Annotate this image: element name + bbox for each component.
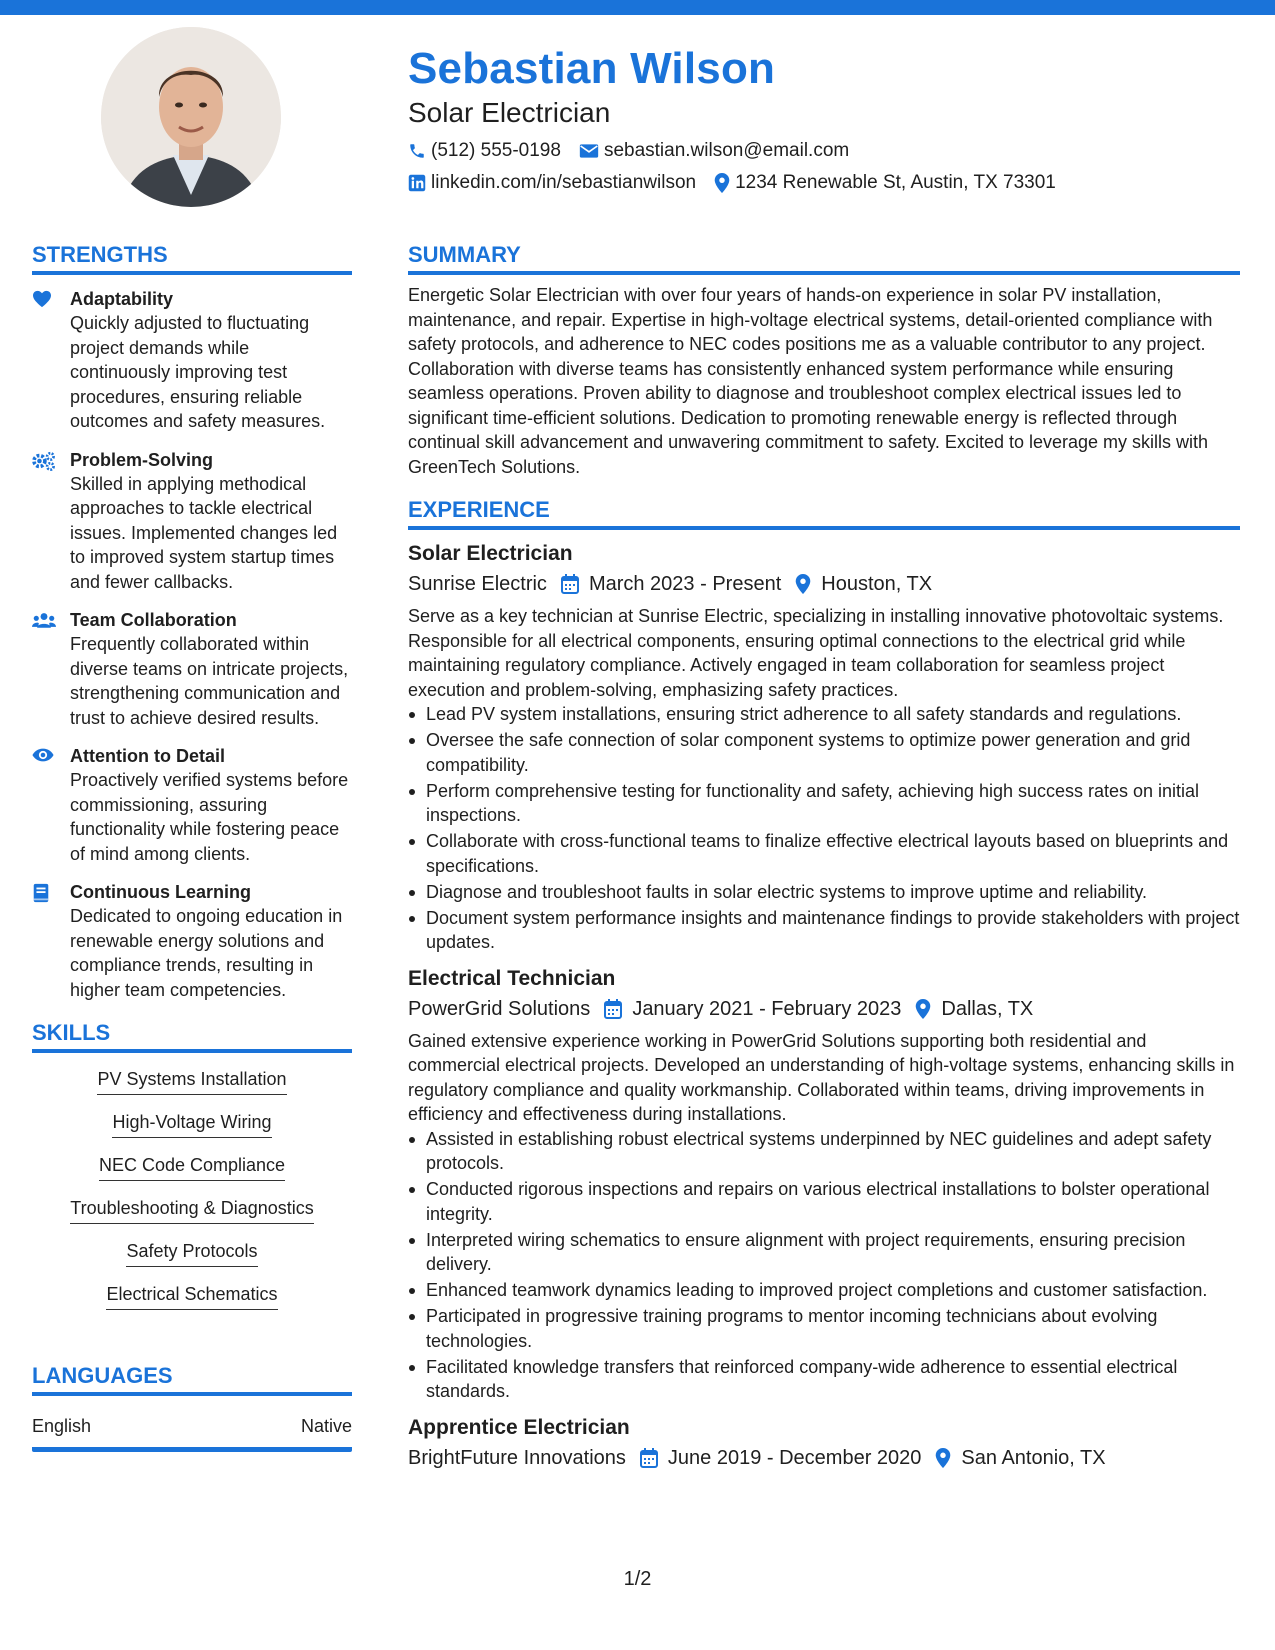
bullet-item: Participated in progressive training programs to mentor incoming technicians about evolving technologies. [408, 1304, 1240, 1353]
strength-title: Attention to Detail [70, 746, 225, 766]
profile-photo [101, 27, 281, 207]
job-location [795, 570, 932, 598]
experience-heading: EXPERIENCE [408, 495, 1240, 530]
job-entry [408, 1414, 1240, 1472]
page-number: 1/2 [623, 1568, 652, 1590]
bullet-item: Assisted in establishing robust electrical systems underpinned by NEC guidelines and adept safety protocols. [408, 1127, 1240, 1176]
contact-linkedin[interactable] [408, 170, 696, 196]
skill-item: NEC Code Compliance [99, 1153, 285, 1181]
company-text: Sunrise Electric [408, 573, 547, 595]
resume-header [408, 38, 1248, 196]
bullet-item: Oversee the safe connection of solar component systems to optimize power generation and grid compatibility. [408, 728, 1240, 777]
bullet-item: Diagnose and troubleshoot faults in solar electric systems to improve uptime and reliability. [408, 880, 1240, 905]
strength-item [32, 880, 352, 1002]
job-description: Serve as a key technician at Sunrise Electric, specializing in installing innovative photovoltaic systems. Responsible for all electrical components, ensuring optimal connections to the electrical grid while maintaining regulatory compliance. Actively engaged in team collaboration for seamless project execution and problem-solving, emphasizing safety practices. [408, 606, 1224, 700]
location-text: Houston, TX [821, 573, 933, 595]
bullet-item: Interpreted wiring schematics to ensure alignment with project requirements, ensuring precision delivery. [408, 1228, 1240, 1277]
strength-title: Adaptability [70, 289, 174, 309]
gears-icon [32, 451, 56, 471]
map-pin-icon [915, 999, 931, 1019]
bullet-item: Facilitated knowledge transfers that reinforced company-wide adherence to essential electrical standards. [408, 1355, 1240, 1404]
strengths-heading: STRENGTHS [32, 240, 352, 275]
skills-list [32, 1067, 352, 1325]
envelope-icon [579, 143, 599, 159]
skill-item: Safety Protocols [126, 1239, 257, 1267]
strength-item [32, 608, 352, 730]
contact-email[interactable] [579, 138, 849, 164]
job-company [408, 995, 590, 1023]
summary-heading: SUMMARY [408, 240, 1240, 275]
bullet-item: Lead PV system installations, ensuring strict adherence to all safety standards and regulations. [408, 702, 1240, 727]
bullet-item: Enhanced teamwork dynamics leading to improved project completions and customer satisfaction. [408, 1278, 1240, 1303]
strength-title: Continuous Learning [70, 882, 251, 902]
strength-desc: Quickly adjusted to fluctuating project demands while continuously improving test procedures, ensuring reliable outcomes and safety measures. [70, 313, 326, 431]
phone-text: (512) 555-0198 [431, 140, 561, 161]
contact-row-2 [408, 170, 1248, 196]
language-item [32, 1414, 352, 1452]
calendar-icon [561, 574, 579, 594]
job-location [915, 995, 1033, 1023]
job-entry [408, 965, 1240, 1404]
language-name: English [32, 1416, 92, 1436]
candidate-name: Sebastian Wilson [408, 44, 776, 93]
map-pin-icon [935, 1448, 951, 1468]
job-bullets [408, 702, 1240, 955]
calendar-icon [640, 1448, 658, 1468]
job-bullets [408, 1127, 1240, 1404]
location-text: San Antonio, TX [961, 1446, 1106, 1469]
phone-icon [408, 142, 426, 160]
strength-desc: Frequently collaborated within diverse teams on intricate projects, strengthening communication and trust to achieve desired results. [70, 634, 349, 728]
job-company [408, 1444, 626, 1472]
job-dates [640, 1444, 922, 1472]
bullet-item: Document system performance insights and maintenance findings to provide stakeholders with project updates. [408, 906, 1240, 955]
languages-heading: LANGUAGES [32, 1361, 352, 1396]
strength-item [32, 448, 352, 595]
linkedin-icon [408, 174, 426, 192]
job-entry [408, 540, 1240, 955]
job-title: Solar Electrician [408, 542, 573, 565]
right-column [408, 240, 1240, 1472]
top-accent-bar [0, 0, 1275, 15]
skills-heading: SKILLS [32, 1018, 352, 1053]
job-meta [408, 570, 1240, 598]
dates-text: March 2023 - Present [588, 573, 782, 595]
job-dates [604, 995, 901, 1023]
strengths-list [32, 287, 352, 1002]
skill-item: Electrical Schematics [106, 1282, 277, 1310]
summary-text: Energetic Solar Electrician with over four years of hands-on experience in solar PV installation, maintenance, and repair. Expertise in high-voltage electrical systems, detail-oriented compliance with safety protocols, and adherence to NEC codes positions me as a valuable contributor to any project. Collaboration with diverse teams has consistently enhanced system performance while ensuring seamless operations. Proven ability to diagnose and troubleshoot complex electrical issues led to significant time-efficient solutions. Dedication to promoting renewable energy is reflected through continual skill advancement and unwavering commitment to safety. Excited to leverage my skills with GreenTech Solutions. [408, 285, 1213, 477]
calendar-icon [604, 999, 622, 1019]
strength-item [32, 744, 352, 866]
job-title: Apprentice Electrician [408, 1415, 630, 1439]
contact-phone [408, 138, 561, 164]
job-meta [408, 1444, 1240, 1472]
left-column [32, 240, 352, 1452]
skill-item: High-Voltage Wiring [112, 1110, 271, 1138]
address-text: 1234 Renewable St, Austin, TX 73301 [735, 172, 1056, 193]
email-text[interactable]: sebastian.wilson@email.com [603, 140, 850, 161]
map-pin-icon [714, 173, 730, 193]
company-text: BrightFuture Innovations [408, 1446, 626, 1469]
strength-desc: Skilled in applying methodical approaches to tackle electrical issues. Implemented changes led to improved system startup times and fewer callbacks. [70, 473, 338, 592]
company-text: PowerGrid Solutions [408, 997, 591, 1020]
users-icon [32, 611, 56, 629]
job-location [935, 1444, 1105, 1472]
job-dates [561, 570, 781, 598]
job-description: Gained extensive experience working in PowerGrid Solutions supporting both residential and commercial electrical projects. Developed an understanding of high-voltage systems, enhancing skills in regulatory compliance and quality workmanship. Collaborated within teams, driving improvements in efficiency and effectiveness during installations. [408, 1030, 1235, 1124]
skill-item: Troubleshooting & Diagnostics [70, 1196, 313, 1224]
job-meta [408, 995, 1240, 1023]
strength-desc: Dedicated to ongoing education in renewable energy solutions and compliance trends, resulting in higher team competencies. [70, 906, 343, 1000]
strength-title: Problem-Solving [70, 449, 214, 470]
job-company [408, 570, 547, 598]
bullet-item: Collaborate with cross-functional teams to finalize effective electrical layouts based on blueprints and specifications. [408, 829, 1240, 878]
map-pin-icon [795, 574, 811, 594]
strength-item [32, 287, 352, 434]
book-icon [32, 883, 50, 903]
heart-icon [32, 290, 52, 308]
job-title: Electrical Technician [408, 966, 616, 990]
contact-row-1 [408, 138, 1248, 164]
eye-icon [32, 747, 54, 763]
strength-title: Team Collaboration [70, 610, 237, 630]
candidate-title: Solar Electrician [408, 97, 611, 128]
contact-address [714, 170, 1056, 196]
dates-text: January 2021 - February 2023 [632, 997, 902, 1020]
bullet-item: Conducted rigorous inspections and repairs on various electrical installations to bolster operational integrity. [408, 1177, 1240, 1226]
bullet-item: Perform comprehensive testing for functionality and safety, achieving high success rates on initial inspections. [408, 779, 1240, 828]
language-level: Native [300, 1416, 352, 1436]
strength-desc: Proactively verified systems before commissioning, assuring functionality while fostering peace of mind among clients. [70, 770, 349, 864]
skill-item: PV Systems Installation [97, 1067, 286, 1095]
linkedin-text[interactable]: linkedin.com/in/sebastianwilson [431, 172, 697, 193]
dates-text: June 2019 - December 2020 [667, 1446, 922, 1469]
location-text: Dallas, TX [941, 997, 1034, 1020]
